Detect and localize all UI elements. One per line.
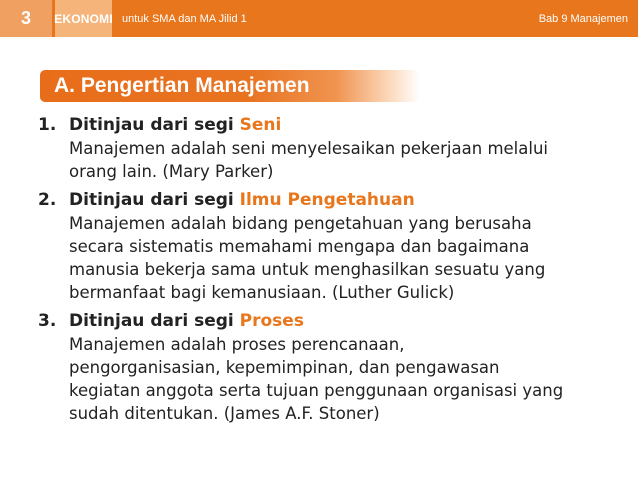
book-title: untuk SMA dan MA Jilid 1	[122, 12, 247, 25]
item-heading-prefix: Ditinjau dari segi	[69, 115, 240, 135]
definition-list	[38, 114, 628, 431]
item-heading-prefix: Ditinjau dari segi	[69, 190, 240, 210]
body-line: manusia bekerja sama untuk menghasilkan sesuatu yang	[69, 260, 546, 279]
item-keyword: Seni	[239, 115, 282, 135]
item-keyword: Ilmu Pengetahuan	[239, 190, 415, 210]
body-line: Manajemen adalah proses perencanaan,	[69, 335, 405, 354]
body-line: secara sistematis memahami mengapa dan bagaimana	[69, 237, 530, 256]
item-keyword: Proses	[239, 311, 304, 331]
definition-item-seni	[38, 114, 628, 183]
definition-item-ilmu-pengetahuan	[38, 189, 628, 304]
item-heading	[38, 189, 628, 212]
subject-label: EKONOMI	[55, 0, 112, 37]
body-line: kegiatan anggota serta tujuan penggunaan organisasi yang	[69, 381, 564, 400]
item-number: 1.	[38, 115, 57, 135]
item-body	[38, 212, 628, 304]
item-body	[38, 137, 628, 183]
body-line: bermanfaat bagi kemanusiaan. (Luther Gulick)	[69, 283, 455, 302]
chapter-label: Bab 9 Manajemen	[538, 12, 628, 25]
section-title: A. Pengertian Manajemen	[54, 74, 310, 97]
item-heading	[38, 114, 628, 137]
page-header	[0, 0, 638, 37]
body-line: Manajemen adalah bidang pengetahuan yang berusaha	[69, 214, 532, 233]
body-line: pengorganisasian, kepemimpinan, dan pengawasan	[69, 358, 500, 377]
body-line: Manajemen adalah seni menyelesaikan pekerjaan melalui	[69, 139, 548, 158]
page-number: 3	[0, 0, 52, 37]
item-heading	[38, 310, 628, 333]
item-number: 2.	[38, 190, 57, 210]
item-number: 3.	[38, 311, 57, 331]
body-line: orang lain. (Mary Parker)	[69, 162, 274, 181]
definition-item-proses	[38, 310, 628, 425]
body-line: sudah ditentukan. (James A.F. Stoner)	[69, 404, 380, 423]
item-heading-prefix: Ditinjau dari segi	[69, 311, 240, 331]
item-body	[38, 333, 628, 425]
